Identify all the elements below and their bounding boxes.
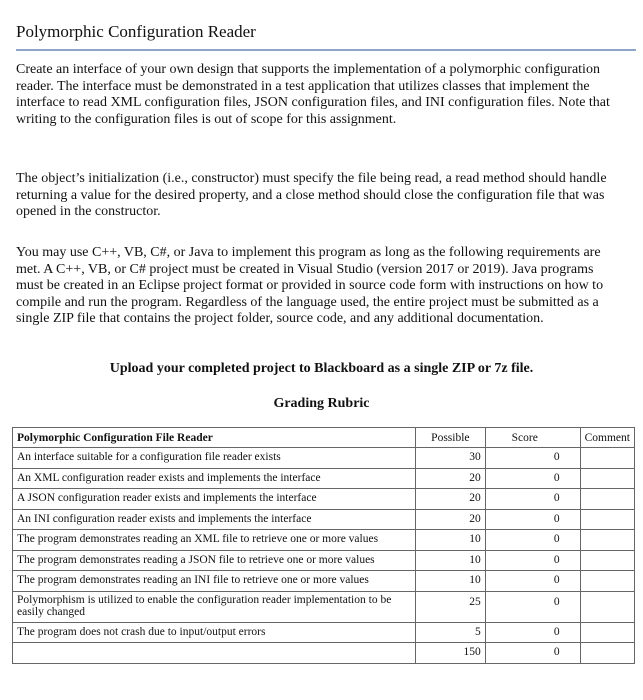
row-item: The program demonstrates reading an INI file to retrieve one or more values bbox=[13, 571, 416, 592]
paragraph-requirements: You may use C++, VB, C#, or Java to implement this program as long as the following requirements are met. A C++, VB, or C# project must be created in Visual Studio (version 2017 or 2019). Java programs must be created in an Eclipse project format or provided in source code form with instructions on how to compile and run the program. Regardless of the language used, the entire project must be submitted as a single ZIP file that contains the project folder, source code, and any additional documentation. bbox=[16, 245, 604, 326]
row-score: 0 bbox=[485, 550, 580, 571]
row-possible: 10 bbox=[415, 550, 485, 571]
header-comment: Comment bbox=[580, 428, 634, 448]
row-comment bbox=[580, 591, 634, 622]
row-score: 0 bbox=[485, 489, 580, 510]
row-comment bbox=[580, 468, 634, 489]
row-score: 0 bbox=[485, 448, 580, 469]
table-row bbox=[13, 509, 635, 530]
row-comment bbox=[580, 571, 634, 592]
table-row bbox=[13, 530, 635, 551]
row-item: A JSON configuration reader exists and implements the interface bbox=[13, 489, 416, 510]
row-item: An INI configuration reader exists and implements the interface bbox=[13, 509, 416, 530]
row-possible: 20 bbox=[415, 489, 485, 510]
table-row bbox=[13, 489, 635, 510]
row-comment bbox=[580, 622, 634, 643]
paragraph-initialization: The object’s initialization (i.e., constructor) must specify the file being read, a read method should handle returning a value for the desired property, and a close method should close the configuration file that was opened in the constructor. bbox=[16, 171, 607, 219]
row-possible: 5 bbox=[415, 622, 485, 643]
row-possible: 20 bbox=[415, 509, 485, 530]
table-header-row bbox=[13, 428, 635, 448]
row-possible: 20 bbox=[415, 468, 485, 489]
table-total-row bbox=[13, 643, 635, 664]
row-comment bbox=[580, 448, 634, 469]
row-comment bbox=[580, 489, 634, 510]
table-row bbox=[13, 448, 635, 469]
row-score: 0 bbox=[485, 591, 580, 622]
header-item: Polymorphic Configuration File Reader bbox=[13, 428, 416, 448]
row-item: The program demonstrates reading a JSON file to retrieve one or more values bbox=[13, 550, 416, 571]
row-possible: 10 bbox=[415, 530, 485, 551]
table-row bbox=[13, 622, 635, 643]
table-row bbox=[13, 571, 635, 592]
row-possible: 10 bbox=[415, 571, 485, 592]
row-score: 0 bbox=[485, 509, 580, 530]
row-possible: 30 bbox=[415, 448, 485, 469]
row-item: An XML configuration reader exists and implements the interface bbox=[13, 468, 416, 489]
grading-rubric-table bbox=[12, 427, 635, 664]
row-item: The program does not crash due to input/output errors bbox=[13, 622, 416, 643]
row-comment bbox=[580, 530, 634, 551]
rubric-heading: Grading Rubric bbox=[273, 396, 370, 411]
header-possible: Possible bbox=[415, 428, 485, 448]
row-score: 0 bbox=[485, 622, 580, 643]
total-possible: 150 bbox=[415, 643, 485, 664]
row-comment bbox=[580, 509, 634, 530]
row-score: 0 bbox=[485, 468, 580, 489]
upload-instruction: Upload your completed project to Blackboard as a single ZIP or 7z file. bbox=[109, 361, 534, 376]
table-row bbox=[13, 468, 635, 489]
total-comment bbox=[580, 643, 634, 664]
paragraph-intro: Create an interface of your own design that supports the implementation of a polymorphic configuration reader. The interface must be demonstrated in a test application that utilizes classes that implement the interface to read XML configuration files, JSON configuration files, and INI configuration files. Note that writing to the configuration files is out of scope for this assignment. bbox=[16, 62, 610, 127]
table-row bbox=[13, 591, 635, 622]
table-row bbox=[13, 550, 635, 571]
row-comment bbox=[580, 550, 634, 571]
total-score: 0 bbox=[485, 643, 580, 664]
row-score: 0 bbox=[485, 571, 580, 592]
row-item: Polymorphism is utilized to enable the configuration reader implementation to be easily changed bbox=[13, 591, 416, 622]
row-item: The program demonstrates reading an XML file to retrieve one or more values bbox=[13, 530, 416, 551]
row-item: An interface suitable for a configuration file reader exists bbox=[13, 448, 416, 469]
header-score: Score bbox=[485, 428, 580, 448]
total-label-cell bbox=[13, 643, 416, 664]
page-title: Polymorphic Configuration Reader bbox=[16, 22, 256, 41]
row-possible: 25 bbox=[415, 591, 485, 622]
row-score: 0 bbox=[485, 530, 580, 551]
title-divider bbox=[16, 49, 636, 51]
